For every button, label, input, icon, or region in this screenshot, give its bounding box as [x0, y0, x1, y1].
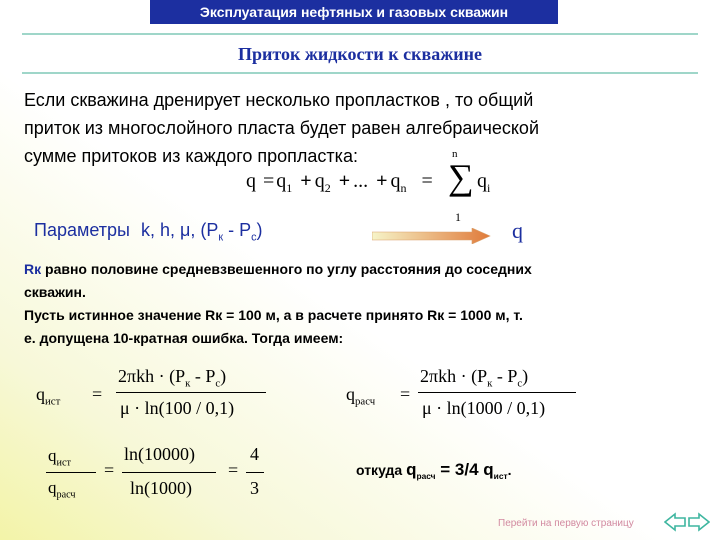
q-calc-denominator: μ · ln(1000 / 0,1)	[422, 398, 546, 418]
title-divider	[22, 72, 698, 74]
parameters-line: Параметры k, h, μ, $(P_к - P_c)$	[34, 220, 263, 244]
slide-title: Приток жидкости к скважине	[238, 44, 482, 64]
result-q: q	[512, 218, 523, 243]
sum-term: $q_i$	[477, 170, 491, 195]
fraction-bar	[418, 392, 576, 393]
intro-line: сумме притоков из каждого пропластка:	[24, 146, 358, 166]
intro-paragraph	[24, 86, 694, 170]
arrow-left-icon[interactable]	[664, 512, 686, 532]
ratio-numerator: ln(10000)	[124, 444, 195, 464]
q-true-denominator: μ · ln(100 / 0,1)	[120, 398, 235, 418]
ratio-result-denominator: 3	[250, 478, 259, 498]
conclusion-text: откуда $q_{расч} = 3/4$ $q_{ист}$.	[356, 460, 512, 481]
equals-sign: =	[228, 460, 239, 480]
fraction-bar	[116, 392, 266, 393]
sum-lower-limit: 1	[455, 210, 461, 224]
fraction-bar	[46, 472, 96, 473]
ratio-result-numerator: 4	[250, 444, 259, 464]
top-divider	[22, 33, 698, 35]
sigma-icon: ∑	[448, 157, 474, 197]
arrow-right-icon	[372, 228, 492, 244]
intro-line: Если скважина дренирует несколько пропластков , то общий	[24, 90, 534, 110]
sum-formula: $q = q_1 + q_2$ + ... + $q_n$ =	[246, 170, 433, 195]
equals-sign: =	[92, 384, 103, 404]
q-calc-lhs: $q_{расч}$	[346, 384, 376, 408]
ratio-lhs-bottom: $q_{расч}$	[48, 478, 76, 501]
arrow-right-icon[interactable]	[688, 512, 710, 532]
q-calc-numerator: $2\pi kh \cdot (P_к - P_c)$	[420, 366, 529, 390]
sum-upper-limit: n	[452, 148, 458, 160]
ratio-denominator: ln(1000)	[130, 478, 192, 498]
first-page-link[interactable]: Перейти на первую страницу	[498, 518, 634, 529]
explanation-text: Rк равно половине средневзвешенного по углу расстояния до соседних скважин. Пусть истинное значение Rк = 100 м, а в расчете принято Rк = 1000 м, т. е. допущена 10-кратная ошибка. Тогда имеем:	[24, 261, 532, 346]
course-header: Эксплуатация нефтяных и газовых скважин	[150, 0, 558, 24]
q-true-numerator: $2\pi kh \cdot (P_к - P_c)$	[118, 366, 227, 390]
equals-sign: =	[400, 384, 411, 404]
ratio-lhs-top: $q_{ист}$	[48, 446, 71, 469]
fraction-bar	[122, 472, 216, 473]
fraction-bar	[246, 472, 264, 473]
q-true-lhs: $q_{ист}$	[36, 384, 61, 408]
intro-line: приток из многослойного пласта будет равен алгебраической	[24, 118, 539, 138]
equals-sign: =	[104, 460, 115, 480]
